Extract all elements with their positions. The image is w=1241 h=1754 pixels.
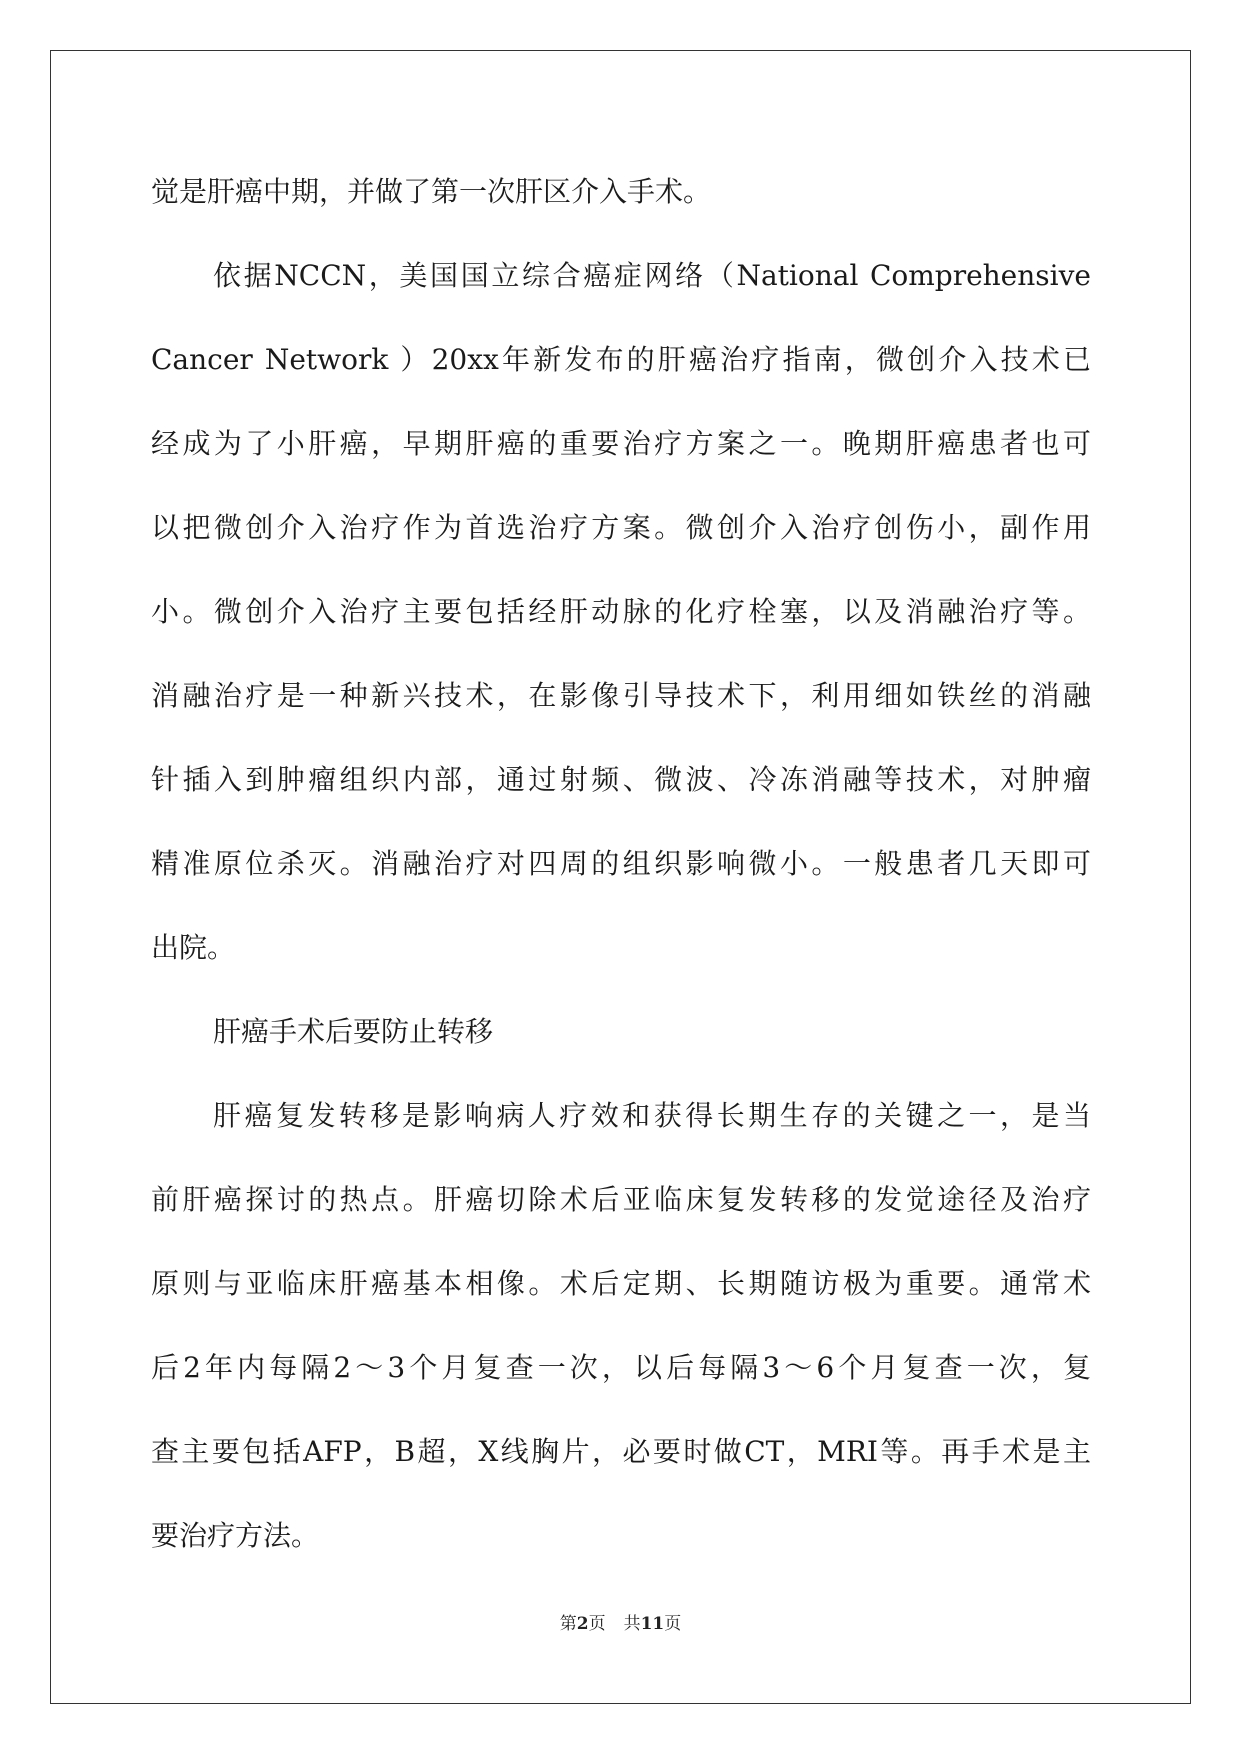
text-line: 后2年内每隔2～3个月复查一次，以后每隔3～6个月复查一次，复 [151, 1351, 1091, 1384]
text-line: 查主要包括AFP，B超，X线胸片，必要时做CT，MRI等。再手术是主 [151, 1435, 1091, 1468]
text-line: Cancer Network ）20xx年新发布的肝癌治疗指南，微创介入技术已 [151, 343, 1091, 376]
text-line: 肝癌复发转移是影响病人疗效和获得长期生存的关键之一，是当 [213, 1099, 1091, 1132]
text-line: 以把微创介入治疗作为首选治疗方案。微创介入治疗创伤小，副作用 [151, 511, 1091, 544]
text-line: 小。微创介入治疗主要包括经肝动脉的化疗栓塞，以及消融治疗等。 [151, 595, 1091, 628]
text-line: 针插入到肿瘤组织内部，通过射频、微波、冷冻消融等技术，对肿瘤 [151, 763, 1091, 796]
text-line: 消融治疗是一种新兴技术，在影像引导技术下，利用细如铁丝的消融 [151, 679, 1091, 712]
page-footer [0, 1609, 1241, 1634]
text-line: 依据NCCN，美国国立综合癌症网络（National Comprehensive [213, 259, 1091, 292]
page-label-prefix: 第 [559, 1614, 577, 1634]
text-line: 觉是肝癌中期，并做了第一次肝区介入手术。 [151, 175, 712, 208]
text-line: 精准原位杀灭。消融治疗对四周的组织影响微小。一般患者几天即可 [151, 847, 1091, 880]
page-label-suffix: 页 [588, 1614, 606, 1634]
total-pages: 11 [640, 1614, 665, 1634]
text-line: 原则与亚临床肝癌基本相像。术后定期、长期随访极为重要。通常术 [151, 1267, 1091, 1300]
page-number: 2 [576, 1614, 589, 1634]
total-label-suffix: 页 [664, 1614, 682, 1634]
section-heading: 肝癌手术后要防止转移 [213, 1015, 494, 1048]
document-body [151, 162, 1091, 1590]
text-line: 出院。 [151, 931, 236, 964]
text-line: 前肝癌探讨的热点。肝癌切除术后亚临床复发转移的发觉途径及治疗 [151, 1183, 1091, 1216]
text-line: 要治疗方法。 [151, 1519, 320, 1552]
total-label-prefix: 共 [623, 1614, 641, 1634]
text-line: 经成为了小肝癌，早期肝癌的重要治疗方案之一。晚期肝癌患者也可 [151, 427, 1091, 460]
